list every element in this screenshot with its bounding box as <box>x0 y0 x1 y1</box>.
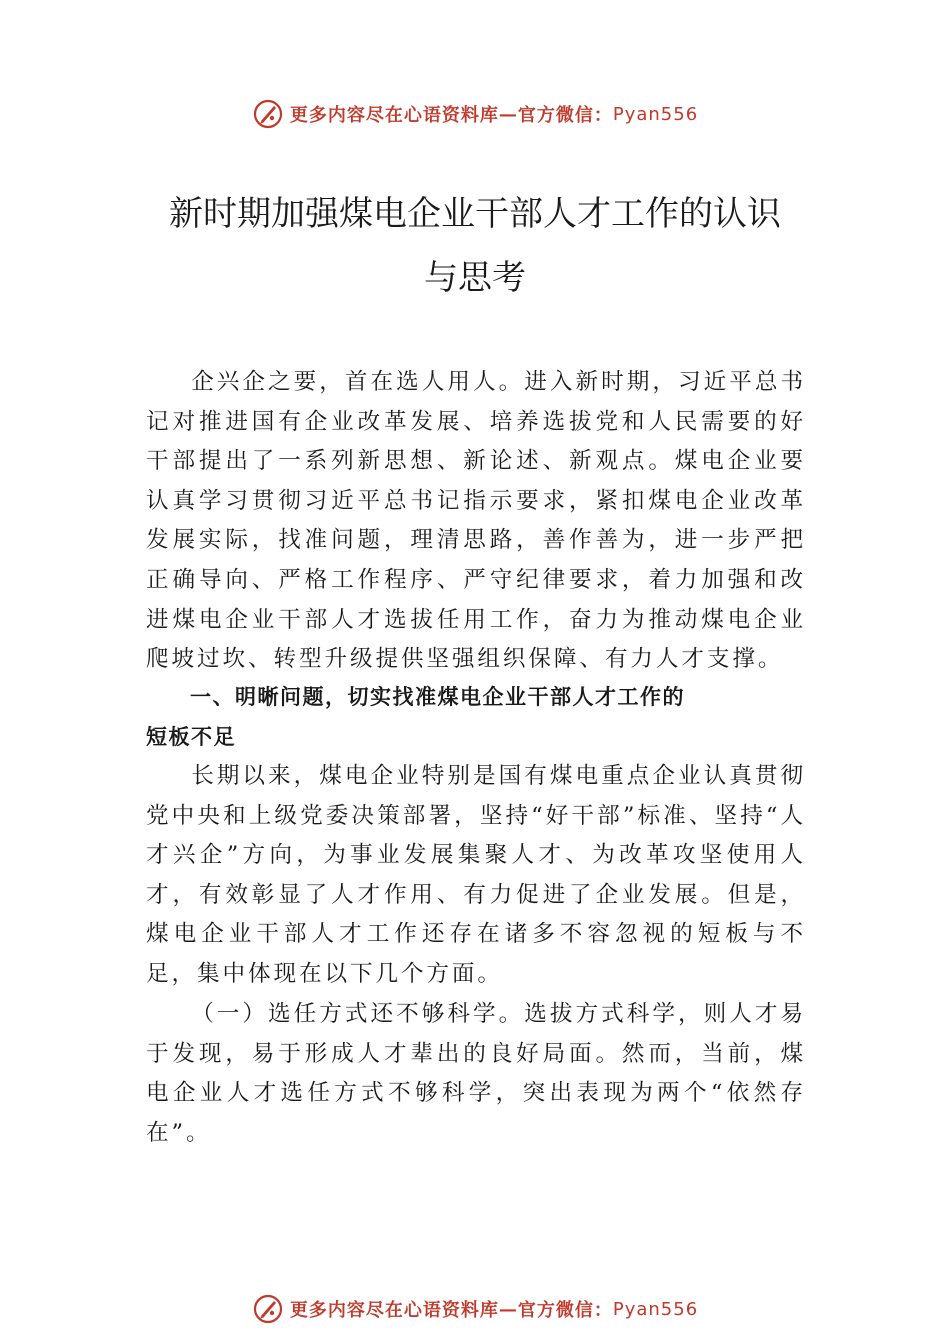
body-paragraph <box>146 995 806 1153</box>
paragraph-2: 长期以来，煤电企业特别是国有煤电重点企业认真贯彻党中央和上级党委决策部署，坚持“好干部”标准、坚持“人才兴企”方向，为事业发展集聚人才、为改革攻坚使用人才，有效彰显了人才作用、有力促进了企业发展。但是，煤电企业干部人才工作还存在诸多不容忽视的短板与不足，集中体现在以下几个方面。 <box>146 763 806 987</box>
paragraph-3: （一）选任方式还不够科学。选拔方式科学，则人才易于发现，易于形成人才辈出的良好局面。然而，当前，煤电企业人才选任方式不够科学，突出表现为两个“依然存在”。 <box>146 1001 806 1146</box>
watermark-banner-bottom <box>0 1289 950 1329</box>
document-title-line1: 新时期加强煤电企业干部人才工作的认识 <box>169 194 781 234</box>
quill-pen-logo-icon <box>252 98 284 130</box>
quill-pen-logo-icon <box>252 1293 284 1325</box>
body-paragraph <box>146 363 806 680</box>
watermark-wechat-id: Pyan556 <box>612 1298 699 1320</box>
watermark-wechat-id: Pyan556 <box>612 103 699 125</box>
watermark-banner-top <box>0 94 950 134</box>
paragraph-1: 企兴企之要，首在选人用人。进入新时期，习近平总书记对推进国有企业改革发展、培养选拔党和人民需要的好干部提出了一系列新思想、新论述、新观点。煤电企业要认真学习贯彻习近平总书记指示要求，紧扣煤电企业改革发展实际，找准问题，理清思路，善作善为，进一步严把正确导向、严格工作程序、严守纪律要求，着力加强和改进煤电企业干部人才选拔任用工作，奋力为推动煤电企业爬坡过坎、转型升级提供坚强组织保障、有力人才支撑。 <box>146 369 806 673</box>
watermark-dash: — <box>498 103 518 125</box>
heading-line2: 短板不足 <box>146 724 236 749</box>
body-paragraph <box>146 757 806 995</box>
watermark-sub-text: 官方微信： <box>517 105 613 126</box>
watermark-main-text: 更多内容尽在心语资料库 <box>289 105 499 126</box>
watermark-sub-text: 官方微信： <box>517 1300 613 1321</box>
watermark-dash: — <box>498 1298 518 1320</box>
document-title-line2: 与思考 <box>424 258 526 298</box>
section-heading <box>146 678 806 757</box>
watermark-main-text: 更多内容尽在心语资料库 <box>289 1300 499 1321</box>
heading-line1: 一、明晰问题，切实找准煤电企业干部人才工作的 <box>190 685 685 709</box>
